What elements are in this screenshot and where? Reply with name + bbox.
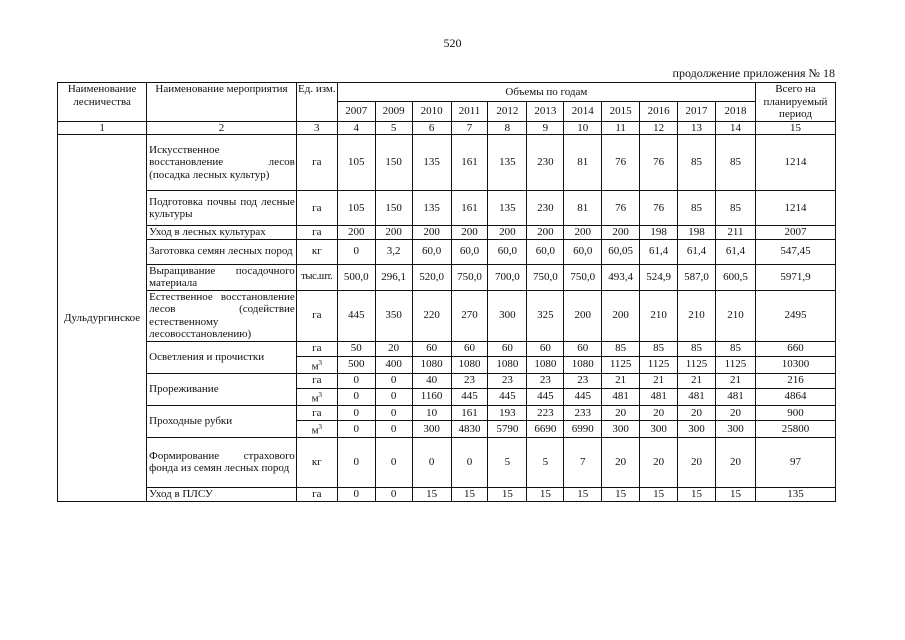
table-body bbox=[58, 135, 836, 502]
value-cell: 400 bbox=[375, 356, 412, 373]
value-cell: 23 bbox=[488, 373, 527, 388]
table-row bbox=[58, 290, 836, 341]
measure-name: Выращивание посадочного материала bbox=[147, 264, 297, 290]
value-cell: 210 bbox=[678, 290, 716, 341]
table-row bbox=[58, 487, 836, 501]
total-cell: 1214 bbox=[755, 135, 835, 191]
value-cell: 23 bbox=[564, 373, 602, 388]
value-cell: 300 bbox=[678, 420, 716, 437]
unit-cell: га bbox=[296, 191, 337, 226]
value-cell: 161 bbox=[451, 191, 488, 226]
total-cell: 660 bbox=[755, 341, 835, 356]
value-cell: 20 bbox=[375, 341, 412, 356]
forestry-name: Дульдургинское bbox=[58, 135, 147, 502]
header-volumes: Объемы по годам bbox=[337, 83, 755, 102]
column-number: 13 bbox=[678, 121, 716, 135]
value-cell: 21 bbox=[602, 373, 640, 388]
value-cell: 0 bbox=[337, 487, 375, 501]
value-cell: 161 bbox=[451, 135, 488, 191]
unit-cell: га bbox=[296, 341, 337, 356]
column-number: 4 bbox=[337, 121, 375, 135]
unit-cell: га bbox=[296, 135, 337, 191]
value-cell: 20 bbox=[715, 437, 755, 487]
value-cell: 85 bbox=[715, 341, 755, 356]
value-cell: 520,0 bbox=[412, 264, 451, 290]
value-cell: 15 bbox=[527, 487, 564, 501]
value-cell: 200 bbox=[564, 290, 602, 341]
unit-cell: $м^3$ bbox=[296, 356, 337, 373]
year-header: 2010 bbox=[412, 102, 451, 121]
year-header: 2013 bbox=[527, 102, 564, 121]
value-cell: 20 bbox=[602, 405, 640, 420]
column-number: 7 bbox=[451, 121, 488, 135]
value-cell: 230 bbox=[527, 135, 564, 191]
value-cell: 1125 bbox=[602, 356, 640, 373]
value-cell: 1080 bbox=[451, 356, 488, 373]
value-cell: 20 bbox=[602, 437, 640, 487]
value-cell: 750,0 bbox=[527, 264, 564, 290]
value-cell: 700,0 bbox=[488, 264, 527, 290]
value-cell: 445 bbox=[451, 388, 488, 405]
total-cell: 97 bbox=[755, 437, 835, 487]
header-forestry: Наименование лесничества bbox=[58, 83, 147, 122]
value-cell: 300 bbox=[412, 420, 451, 437]
value-cell: 15 bbox=[640, 487, 678, 501]
value-cell: 150 bbox=[375, 191, 412, 226]
value-cell: 85 bbox=[640, 341, 678, 356]
measure-name: Заготовка семян лесных пород bbox=[147, 239, 297, 264]
value-cell: 61,4 bbox=[640, 239, 678, 264]
value-cell: 85 bbox=[602, 341, 640, 356]
value-cell: 15 bbox=[564, 487, 602, 501]
value-cell: 300 bbox=[715, 420, 755, 437]
unit-superscript: 3 bbox=[318, 422, 323, 431]
value-cell: 0 bbox=[375, 388, 412, 405]
unit-cell: $м^3$ bbox=[296, 388, 337, 405]
value-cell: 85 bbox=[678, 135, 716, 191]
value-cell: 135 bbox=[412, 135, 451, 191]
value-cell: 61,4 bbox=[678, 239, 716, 264]
unit-superscript: 3 bbox=[318, 390, 323, 399]
year-header: 2016 bbox=[640, 102, 678, 121]
value-cell: 5 bbox=[527, 437, 564, 487]
value-cell: 150 bbox=[375, 135, 412, 191]
value-cell: 60 bbox=[488, 341, 527, 356]
value-cell: 445 bbox=[527, 388, 564, 405]
appendix-note: продолжение приложения № 18 bbox=[672, 66, 835, 80]
column-number: 3 bbox=[296, 121, 337, 135]
value-cell: 20 bbox=[640, 405, 678, 420]
value-cell: 85 bbox=[715, 135, 755, 191]
forest-measures-table bbox=[57, 82, 836, 502]
column-number: 12 bbox=[640, 121, 678, 135]
total-cell: 2495 bbox=[755, 290, 835, 341]
value-cell: 500,0 bbox=[337, 264, 375, 290]
total-cell: 1214 bbox=[755, 191, 835, 226]
table-row bbox=[58, 264, 836, 290]
value-cell: 233 bbox=[564, 405, 602, 420]
value-cell: 1080 bbox=[412, 356, 451, 373]
value-cell: 200 bbox=[451, 226, 488, 240]
unit-cell: га bbox=[296, 373, 337, 388]
total-cell: 135 bbox=[755, 487, 835, 501]
total-cell: 10300 bbox=[755, 356, 835, 373]
total-cell: 5971,9 bbox=[755, 264, 835, 290]
value-cell: 1125 bbox=[640, 356, 678, 373]
value-cell: 81 bbox=[564, 135, 602, 191]
total-cell: 216 bbox=[755, 373, 835, 388]
value-cell: 6690 bbox=[527, 420, 564, 437]
value-cell: 300 bbox=[602, 420, 640, 437]
value-cell: 198 bbox=[678, 226, 716, 240]
value-cell: 10 bbox=[412, 405, 451, 420]
value-cell: 81 bbox=[564, 191, 602, 226]
value-cell: 105 bbox=[337, 135, 375, 191]
value-cell: 6990 bbox=[564, 420, 602, 437]
unit-cell: га bbox=[296, 487, 337, 501]
value-cell: 750,0 bbox=[451, 264, 488, 290]
column-number: 14 bbox=[715, 121, 755, 135]
value-cell: 296,1 bbox=[375, 264, 412, 290]
value-cell: 15 bbox=[715, 487, 755, 501]
year-header: 2011 bbox=[451, 102, 488, 121]
column-number: 1 bbox=[58, 121, 147, 135]
table-row bbox=[58, 239, 836, 264]
value-cell: 1125 bbox=[678, 356, 716, 373]
table-row bbox=[58, 405, 836, 420]
measure-name: Проходные рубки bbox=[147, 405, 297, 437]
value-cell: 524,9 bbox=[640, 264, 678, 290]
measure-name: Уход в ПЛСУ bbox=[147, 487, 297, 501]
value-cell: 60 bbox=[451, 341, 488, 356]
total-cell: 25800 bbox=[755, 420, 835, 437]
value-cell: 445 bbox=[337, 290, 375, 341]
value-cell: 20 bbox=[640, 437, 678, 487]
header-total: Всего на планируемый период bbox=[755, 83, 835, 122]
value-cell: 135 bbox=[488, 191, 527, 226]
table-row bbox=[58, 373, 836, 388]
value-cell: 220 bbox=[412, 290, 451, 341]
value-cell: 5 bbox=[488, 437, 527, 487]
table-row bbox=[58, 135, 836, 191]
total-cell: 547,45 bbox=[755, 239, 835, 264]
value-cell: 21 bbox=[715, 373, 755, 388]
header-unit: Ед. изм. bbox=[296, 83, 337, 122]
value-cell: 3,2 bbox=[375, 239, 412, 264]
value-cell: 0 bbox=[412, 437, 451, 487]
value-cell: 20 bbox=[678, 405, 716, 420]
value-cell: 1125 bbox=[715, 356, 755, 373]
value-cell: 21 bbox=[640, 373, 678, 388]
value-cell: 200 bbox=[527, 226, 564, 240]
unit-superscript: 3 bbox=[318, 358, 323, 367]
header-measure: Наименование мероприятия bbox=[147, 83, 297, 122]
value-cell: 76 bbox=[640, 135, 678, 191]
value-cell: 445 bbox=[564, 388, 602, 405]
measure-name: Осветления и прочистки bbox=[147, 341, 297, 373]
value-cell: 1080 bbox=[488, 356, 527, 373]
value-cell: 60,0 bbox=[451, 239, 488, 264]
value-cell: 223 bbox=[527, 405, 564, 420]
measure-name: Формирование страхового фонда из семян лесных пород bbox=[147, 437, 297, 487]
value-cell: 76 bbox=[640, 191, 678, 226]
value-cell: 15 bbox=[678, 487, 716, 501]
total-cell: 900 bbox=[755, 405, 835, 420]
page-number: 520 bbox=[443, 36, 462, 50]
total-cell: 4864 bbox=[755, 388, 835, 405]
value-cell: 60 bbox=[564, 341, 602, 356]
column-number: 10 bbox=[564, 121, 602, 135]
value-cell: 105 bbox=[337, 191, 375, 226]
value-cell: 481 bbox=[602, 388, 640, 405]
unit-cell: га bbox=[296, 290, 337, 341]
value-cell: 500 bbox=[337, 356, 375, 373]
value-cell: 481 bbox=[715, 388, 755, 405]
value-cell: 135 bbox=[488, 135, 527, 191]
value-cell: 60,0 bbox=[527, 239, 564, 264]
column-number: 11 bbox=[602, 121, 640, 135]
value-cell: 76 bbox=[602, 135, 640, 191]
value-cell: 200 bbox=[488, 226, 527, 240]
value-cell: 270 bbox=[451, 290, 488, 341]
value-cell: 0 bbox=[337, 388, 375, 405]
value-cell: 7 bbox=[564, 437, 602, 487]
value-cell: 200 bbox=[375, 226, 412, 240]
value-cell: 15 bbox=[412, 487, 451, 501]
value-cell: 193 bbox=[488, 405, 527, 420]
unit-cell: га bbox=[296, 405, 337, 420]
year-header: 2017 bbox=[678, 102, 716, 121]
year-header: 2007 bbox=[337, 102, 375, 121]
unit-cell: $м^3$ bbox=[296, 420, 337, 437]
unit-cell: кг bbox=[296, 239, 337, 264]
value-cell: 600,5 bbox=[715, 264, 755, 290]
value-cell: 350 bbox=[375, 290, 412, 341]
table-row bbox=[58, 226, 836, 240]
value-cell: 5790 bbox=[488, 420, 527, 437]
value-cell: 210 bbox=[640, 290, 678, 341]
value-cell: 135 bbox=[412, 191, 451, 226]
column-number: 8 bbox=[488, 121, 527, 135]
unit-cell: кг bbox=[296, 437, 337, 487]
value-cell: 0 bbox=[375, 487, 412, 501]
measure-name: Уход в лесных культурах bbox=[147, 226, 297, 240]
unit-cell: тыс.шт. bbox=[296, 264, 337, 290]
value-cell: 300 bbox=[640, 420, 678, 437]
value-cell: 15 bbox=[602, 487, 640, 501]
value-cell: 15 bbox=[451, 487, 488, 501]
column-number: 5 bbox=[375, 121, 412, 135]
value-cell: 50 bbox=[337, 341, 375, 356]
value-cell: 23 bbox=[451, 373, 488, 388]
value-cell: 481 bbox=[678, 388, 716, 405]
value-cell: 85 bbox=[715, 191, 755, 226]
value-cell: 750,0 bbox=[564, 264, 602, 290]
column-number-row bbox=[58, 121, 836, 135]
value-cell: 0 bbox=[451, 437, 488, 487]
value-cell: 61,4 bbox=[715, 239, 755, 264]
year-header: 2014 bbox=[564, 102, 602, 121]
value-cell: 493,4 bbox=[602, 264, 640, 290]
value-cell: 0 bbox=[375, 405, 412, 420]
value-cell: 60,05 bbox=[602, 239, 640, 264]
value-cell: 0 bbox=[375, 373, 412, 388]
total-cell: 2007 bbox=[755, 226, 835, 240]
value-cell: 0 bbox=[337, 437, 375, 487]
value-cell: 60,0 bbox=[564, 239, 602, 264]
value-cell: 0 bbox=[337, 405, 375, 420]
value-cell: 325 bbox=[527, 290, 564, 341]
measure-name: Прореживание bbox=[147, 373, 297, 405]
year-header: 2015 bbox=[602, 102, 640, 121]
year-header: 2012 bbox=[488, 102, 527, 121]
column-number: 9 bbox=[527, 121, 564, 135]
year-header: 2009 bbox=[375, 102, 412, 121]
value-cell: 40 bbox=[412, 373, 451, 388]
value-cell: 60 bbox=[527, 341, 564, 356]
value-cell: 210 bbox=[715, 290, 755, 341]
value-cell: 1160 bbox=[412, 388, 451, 405]
value-cell: 200 bbox=[337, 226, 375, 240]
table-row bbox=[58, 341, 836, 356]
value-cell: 230 bbox=[527, 191, 564, 226]
year-header: 2018 bbox=[715, 102, 755, 121]
value-cell: 20 bbox=[678, 437, 716, 487]
value-cell: 23 bbox=[527, 373, 564, 388]
column-number: 6 bbox=[412, 121, 451, 135]
value-cell: 300 bbox=[488, 290, 527, 341]
value-cell: 445 bbox=[488, 388, 527, 405]
header-row bbox=[58, 83, 836, 102]
value-cell: 200 bbox=[602, 290, 640, 341]
measure-name: Подготовка почвы под лесные культуры bbox=[147, 191, 297, 226]
value-cell: 0 bbox=[337, 420, 375, 437]
value-cell: 200 bbox=[564, 226, 602, 240]
column-number: 2 bbox=[147, 121, 297, 135]
value-cell: 85 bbox=[678, 191, 716, 226]
measure-name: Естественное восстановление лесов (содействие естественному лесовосстановлению) bbox=[147, 290, 297, 341]
value-cell: 60 bbox=[412, 341, 451, 356]
value-cell: 0 bbox=[337, 239, 375, 264]
value-cell: 20 bbox=[715, 405, 755, 420]
value-cell: 198 bbox=[640, 226, 678, 240]
value-cell: 1080 bbox=[564, 356, 602, 373]
value-cell: 0 bbox=[375, 437, 412, 487]
value-cell: 481 bbox=[640, 388, 678, 405]
unit-cell: га bbox=[296, 226, 337, 240]
table-row bbox=[58, 191, 836, 226]
value-cell: 4830 bbox=[451, 420, 488, 437]
value-cell: 587,0 bbox=[678, 264, 716, 290]
value-cell: 15 bbox=[488, 487, 527, 501]
value-cell: 60,0 bbox=[488, 239, 527, 264]
value-cell: 60,0 bbox=[412, 239, 451, 264]
value-cell: 0 bbox=[337, 373, 375, 388]
value-cell: 76 bbox=[602, 191, 640, 226]
value-cell: 200 bbox=[412, 226, 451, 240]
table-row bbox=[58, 437, 836, 487]
value-cell: 211 bbox=[715, 226, 755, 240]
value-cell: 200 bbox=[602, 226, 640, 240]
measure-name: Искусственное восстановление лесов (посадка лесных культур) bbox=[147, 135, 297, 191]
value-cell: 1080 bbox=[527, 356, 564, 373]
value-cell: 85 bbox=[678, 341, 716, 356]
value-cell: 0 bbox=[375, 420, 412, 437]
value-cell: 21 bbox=[678, 373, 716, 388]
value-cell: 161 bbox=[451, 405, 488, 420]
column-number: 15 bbox=[755, 121, 835, 135]
